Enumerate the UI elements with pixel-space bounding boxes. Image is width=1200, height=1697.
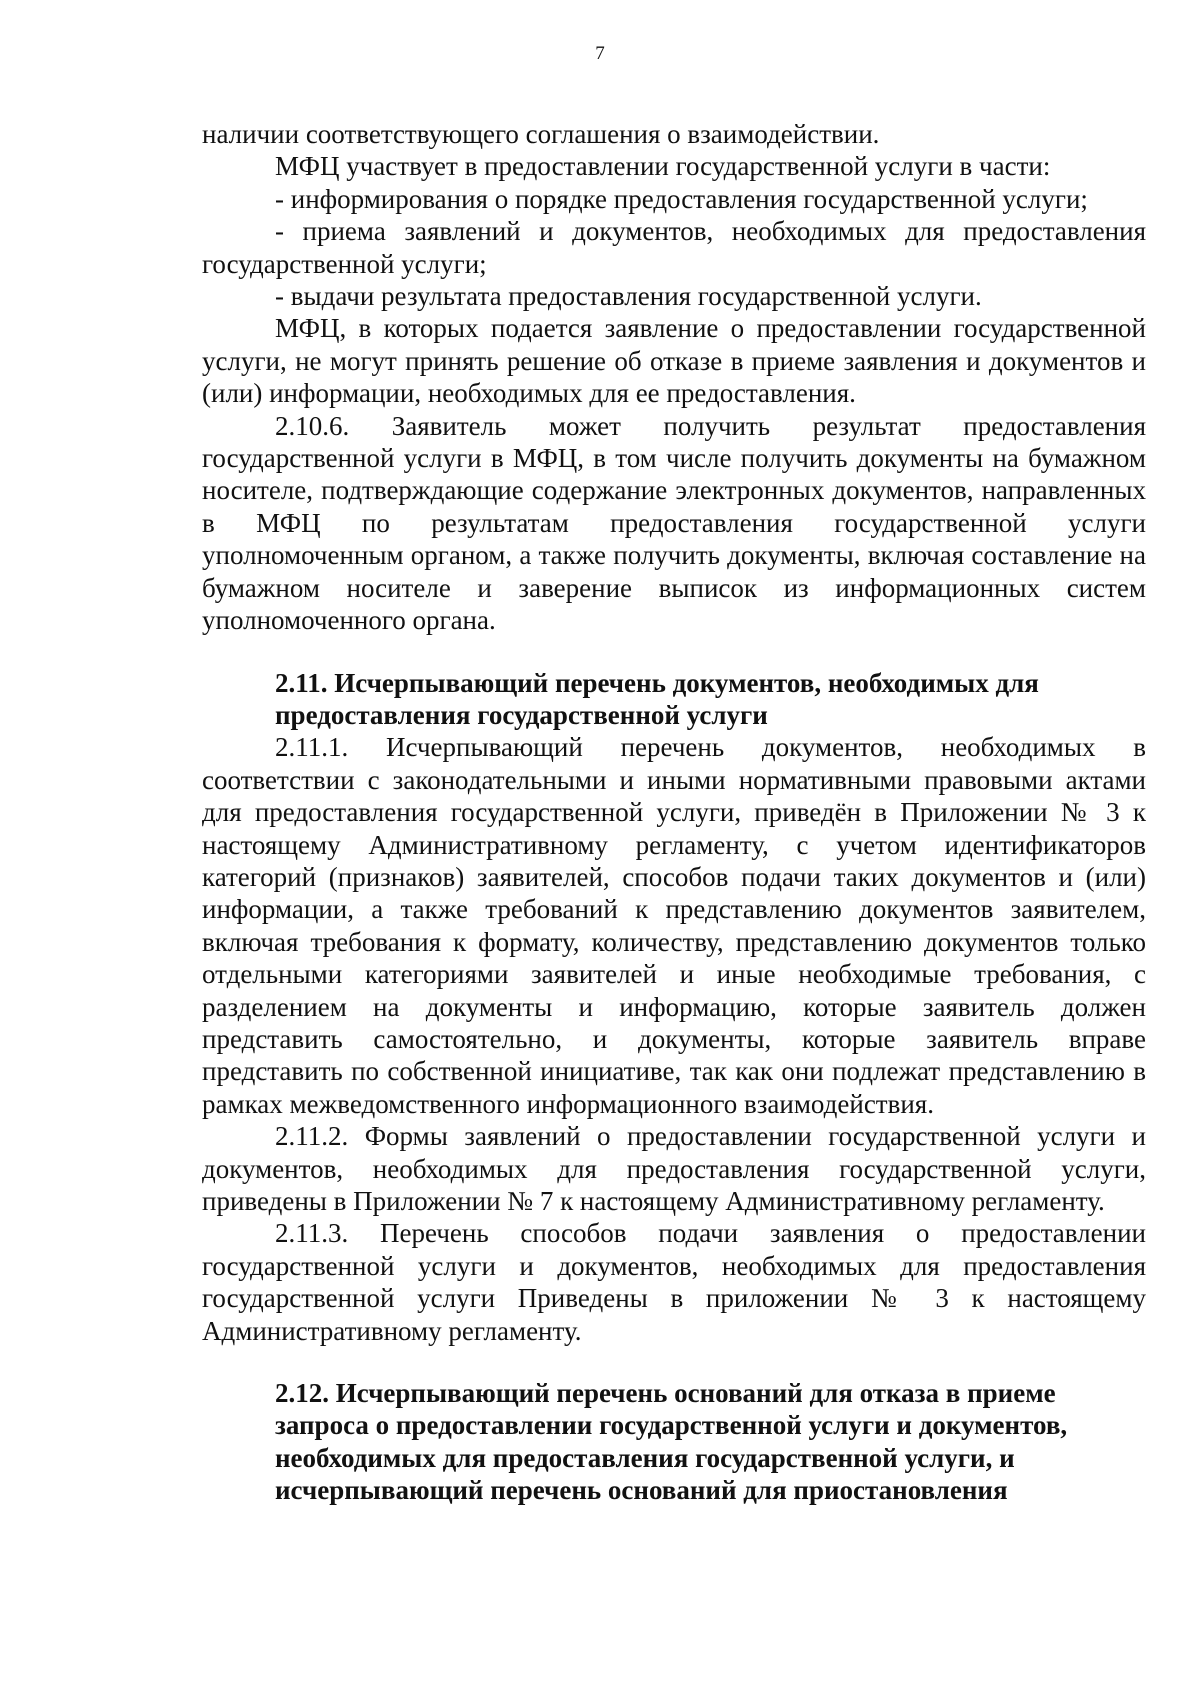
section-heading-2-11-line1: 2.11. Исчерпывающий перечень документов, необходимых для	[275, 667, 1039, 698]
paragraph-2-11-1: 2.11.1. Исчерпывающий перечень документов, необходимых в соответствии с законодательными и иными нормативными правовыми актами для предоставления государственной услуги, приведён в Приложении № 3 к настоящему Административному регламенту, с учетом идентификаторов категорий (признаков) заявителей, способов подачи таких документов и (или) информации, а также требований к представлению документов заявителем, включая требования к формату, количеству, представлению документов только отдельными категориями заявителей и иные необходимые требования, с разделением на документы и информацию, которые заявитель должен представить самостоятельно, и документы, которые заявитель вправе представить по собственной инициативе, так как они подлежат представлению в рамках межведомственного информационного взаимодействия.	[202, 732, 1146, 1119]
paragraph-mfc-participation: МФЦ участвует в предоставлении государственной услуги в части:	[275, 151, 1051, 182]
section-heading-2-12-line4: исчерпывающий перечень оснований для приостановления	[275, 1475, 1008, 1506]
section-heading-2-12-line2: запроса о предоставлении государственной услуги и документов,	[275, 1410, 1068, 1441]
paragraph-2-10-6: 2.10.6. Заявитель может получить результат предоставления государственной услуги в МФЦ, в том числе получить документы на бумажном носителе, подтверждающие содержание электронных документов, направленных в МФЦ по результатам предоставления государственной услуги уполномоченным органом, а также получить документы, включая составление на бумажном носителе и заверение выписок из информационных систем уполномоченного органа.	[202, 410, 1146, 636]
paragraph-continuation: наличии соответствующего соглашения о взаимодействии.	[202, 119, 880, 149]
paragraph-mfc-refusal: МФЦ, в которых подается заявление о предоставлении государственной услуги, не могут принять решение об отказе в приеме заявления и документов и (или) информации, необходимых для ее предоставления.	[202, 313, 1146, 409]
list-item-issuing: - выдачи результата предоставления государственной услуги.	[275, 281, 982, 312]
page-number: 7	[595, 43, 605, 64]
document-body	[202, 118, 1146, 1507]
section-heading-2-11-line2: предоставления государственной услуги	[275, 699, 768, 730]
list-item-informing: - информирования о порядке предоставления государственной услуги;	[275, 183, 1088, 214]
section-heading-2-12-line1: 2.12. Исчерпывающий перечень оснований для отказа в приеме	[275, 1378, 1056, 1409]
section-heading-2-12-line3: необходимых для предоставления государственной услуги, и	[275, 1442, 1015, 1473]
list-item-receiving: - приема заявлений и документов, необходимых для предоставления государственной услуги;	[202, 216, 1146, 279]
paragraph-2-11-2: 2.11.2. Формы заявлений о предоставлении государственной услуги и документов, необходимых для предоставления государственной услуги, приведены в Приложении № 7 к настоящему Административному регламенту.	[202, 1121, 1146, 1216]
paragraph-2-11-3: 2.11.3. Перечень способов подачи заявления о предоставлении государственной услуги и документов, необходимых для предоставления государственной услуги Приведены в приложении № 3 к настоящему Административному регламенту.	[202, 1218, 1146, 1346]
